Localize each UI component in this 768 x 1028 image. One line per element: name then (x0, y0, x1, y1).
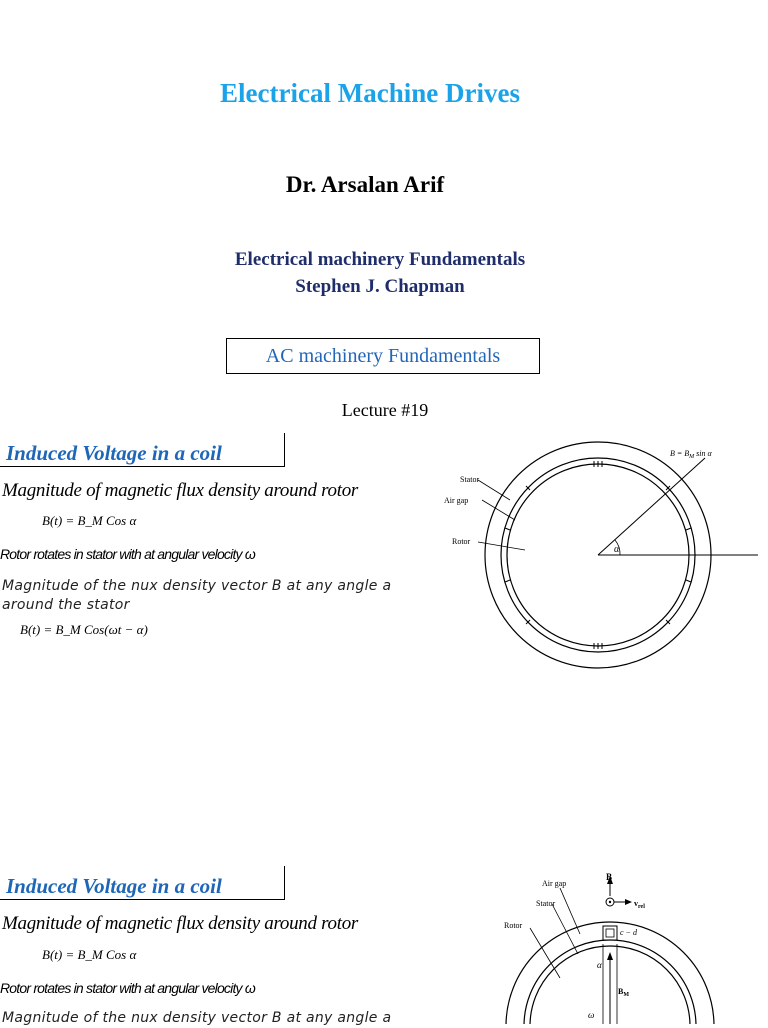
field-formula: $B = B_M$ sin α (670, 449, 712, 460)
omega-label: ω (588, 1010, 595, 1020)
equation-3: B(t) = B_M Cos α (42, 947, 137, 962)
vrel-arrowhead (625, 899, 632, 905)
coil-conductor (606, 929, 614, 937)
magnitude-text-2: Magnitude of magnetic flux density around rotor (2, 913, 359, 934)
vrel-label: $v_{rel}$ (634, 899, 645, 910)
equation-2: B(t) = B_M Cos(ωt − α) (20, 622, 148, 637)
bm-arrowhead (607, 952, 613, 960)
angle-label: α (614, 544, 620, 555)
angle-line (598, 458, 705, 555)
flux-text-2: Magnitude of the nux density vector B at any angle a (2, 1010, 392, 1026)
book-reference (0, 246, 760, 300)
b-dot (609, 901, 611, 903)
magnitude-text: Magnitude of magnetic flux density around rotor (2, 480, 359, 501)
page-title: Electrical Machine Drives (220, 78, 520, 108)
flux-text-line-1: Magnitude of the nux density vector B at any angle a (2, 578, 392, 594)
author-name: Dr. Arsalan Arif (285, 172, 445, 197)
section-divider-2 (284, 866, 285, 900)
airgap-label: Air gap (444, 496, 469, 505)
flux-text (2, 577, 391, 615)
topic-box: AC machinery Fundamentals (226, 338, 540, 374)
b-label: B (606, 872, 613, 882)
rotor-text: Rotor rotates in stator with at angular velocity ω (0, 546, 255, 562)
section-title-2: Induced Voltage in a coil (6, 874, 222, 898)
airgap-label-2: Air gap (542, 879, 567, 888)
book-author: Stephen J. Chapman (295, 276, 465, 297)
section-underline (0, 466, 285, 467)
rotor-label-2: Rotor (504, 921, 523, 930)
flux-text-line-2: around the stator (2, 597, 130, 613)
figure-coil-rotor (500, 866, 760, 1024)
book-title: Electrical machinery Fundamentals (234, 249, 526, 270)
section-title: Induced Voltage in a coil (6, 441, 222, 465)
alpha-label: α (597, 960, 602, 970)
airgap-leader-2 (560, 888, 580, 934)
rotor-label: Rotor (452, 537, 471, 546)
cd-label: c − d (620, 928, 637, 937)
equation-1: B(t) = B_M Cos α (42, 513, 137, 528)
section-divider (284, 433, 285, 467)
bm-label: $B_M$ (618, 987, 630, 998)
stator-label-2: Stator (536, 899, 556, 908)
figure-stator-rotor (430, 430, 760, 670)
airgap-leader (482, 500, 515, 520)
stator-label: Stator (460, 475, 480, 484)
lecture-number: Lecture #19 (341, 400, 429, 420)
rotor-text-2: Rotor rotates in stator with at angular velocity ω (0, 980, 255, 996)
coil-side (603, 926, 617, 940)
section-underline-2 (0, 899, 285, 900)
